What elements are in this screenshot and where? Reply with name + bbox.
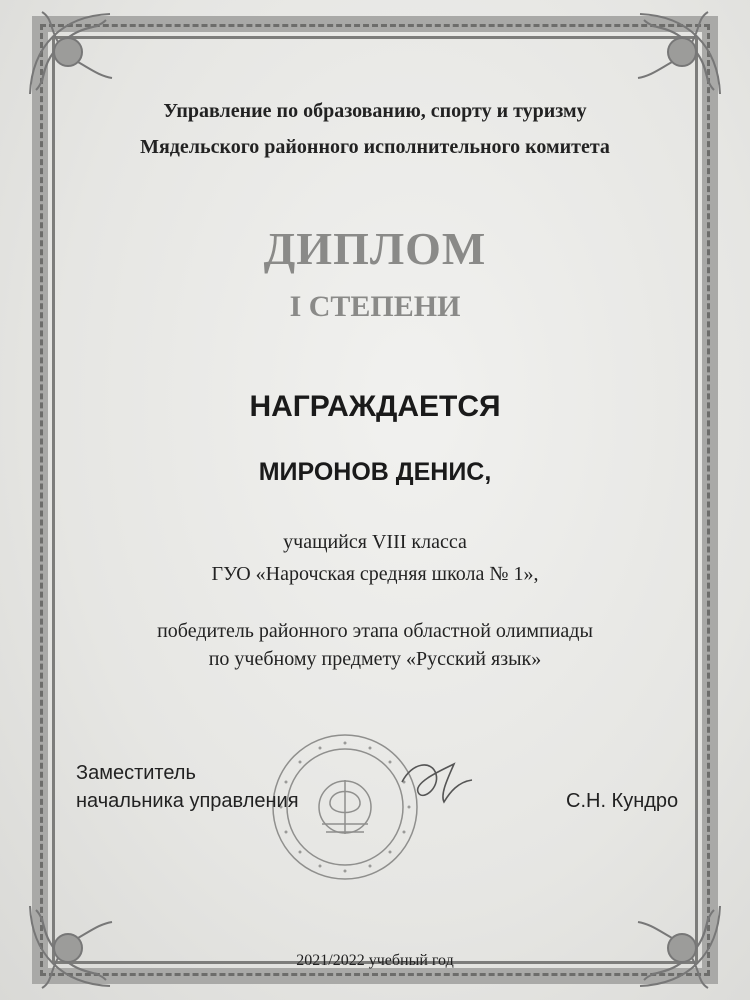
organization-line-1: Управление по образованию, спорту и туризму: [163, 100, 587, 122]
achievement-line-1: победитель районного этапа областной олимпиады: [157, 620, 593, 642]
grade-line: учащийся VIII класса: [283, 531, 467, 553]
ornament-corner-icon: [632, 6, 728, 102]
academic-year: 2021/2022 учебный год: [296, 952, 454, 969]
ornament-corner-icon: [22, 898, 118, 994]
signer-role-line-2: начальника управления: [76, 790, 299, 812]
diploma-degree: I СТЕПЕНИ: [289, 290, 461, 323]
handwritten-signature-icon: [392, 752, 482, 812]
awarded-label: НАГРАЖДАЕТСЯ: [249, 390, 501, 423]
school-line: ГУО «Нарочская средняя школа № 1»,: [211, 563, 539, 585]
achievement-line-2: по учебному предмету «Русский язык»: [208, 648, 542, 670]
signer-role-line-1: Заместитель: [76, 762, 196, 784]
signer-name: С.Н. Кундро: [566, 790, 679, 812]
ornament-corner-icon: [632, 898, 728, 994]
recipient-name: МИРОНОВ ДЕНИС,: [258, 458, 492, 486]
ornament-corner-icon: [22, 6, 118, 102]
organization-line-2: Мядельского районного исполнительного комитета: [140, 136, 610, 158]
diploma-title: ДИПЛОМ: [263, 223, 487, 274]
